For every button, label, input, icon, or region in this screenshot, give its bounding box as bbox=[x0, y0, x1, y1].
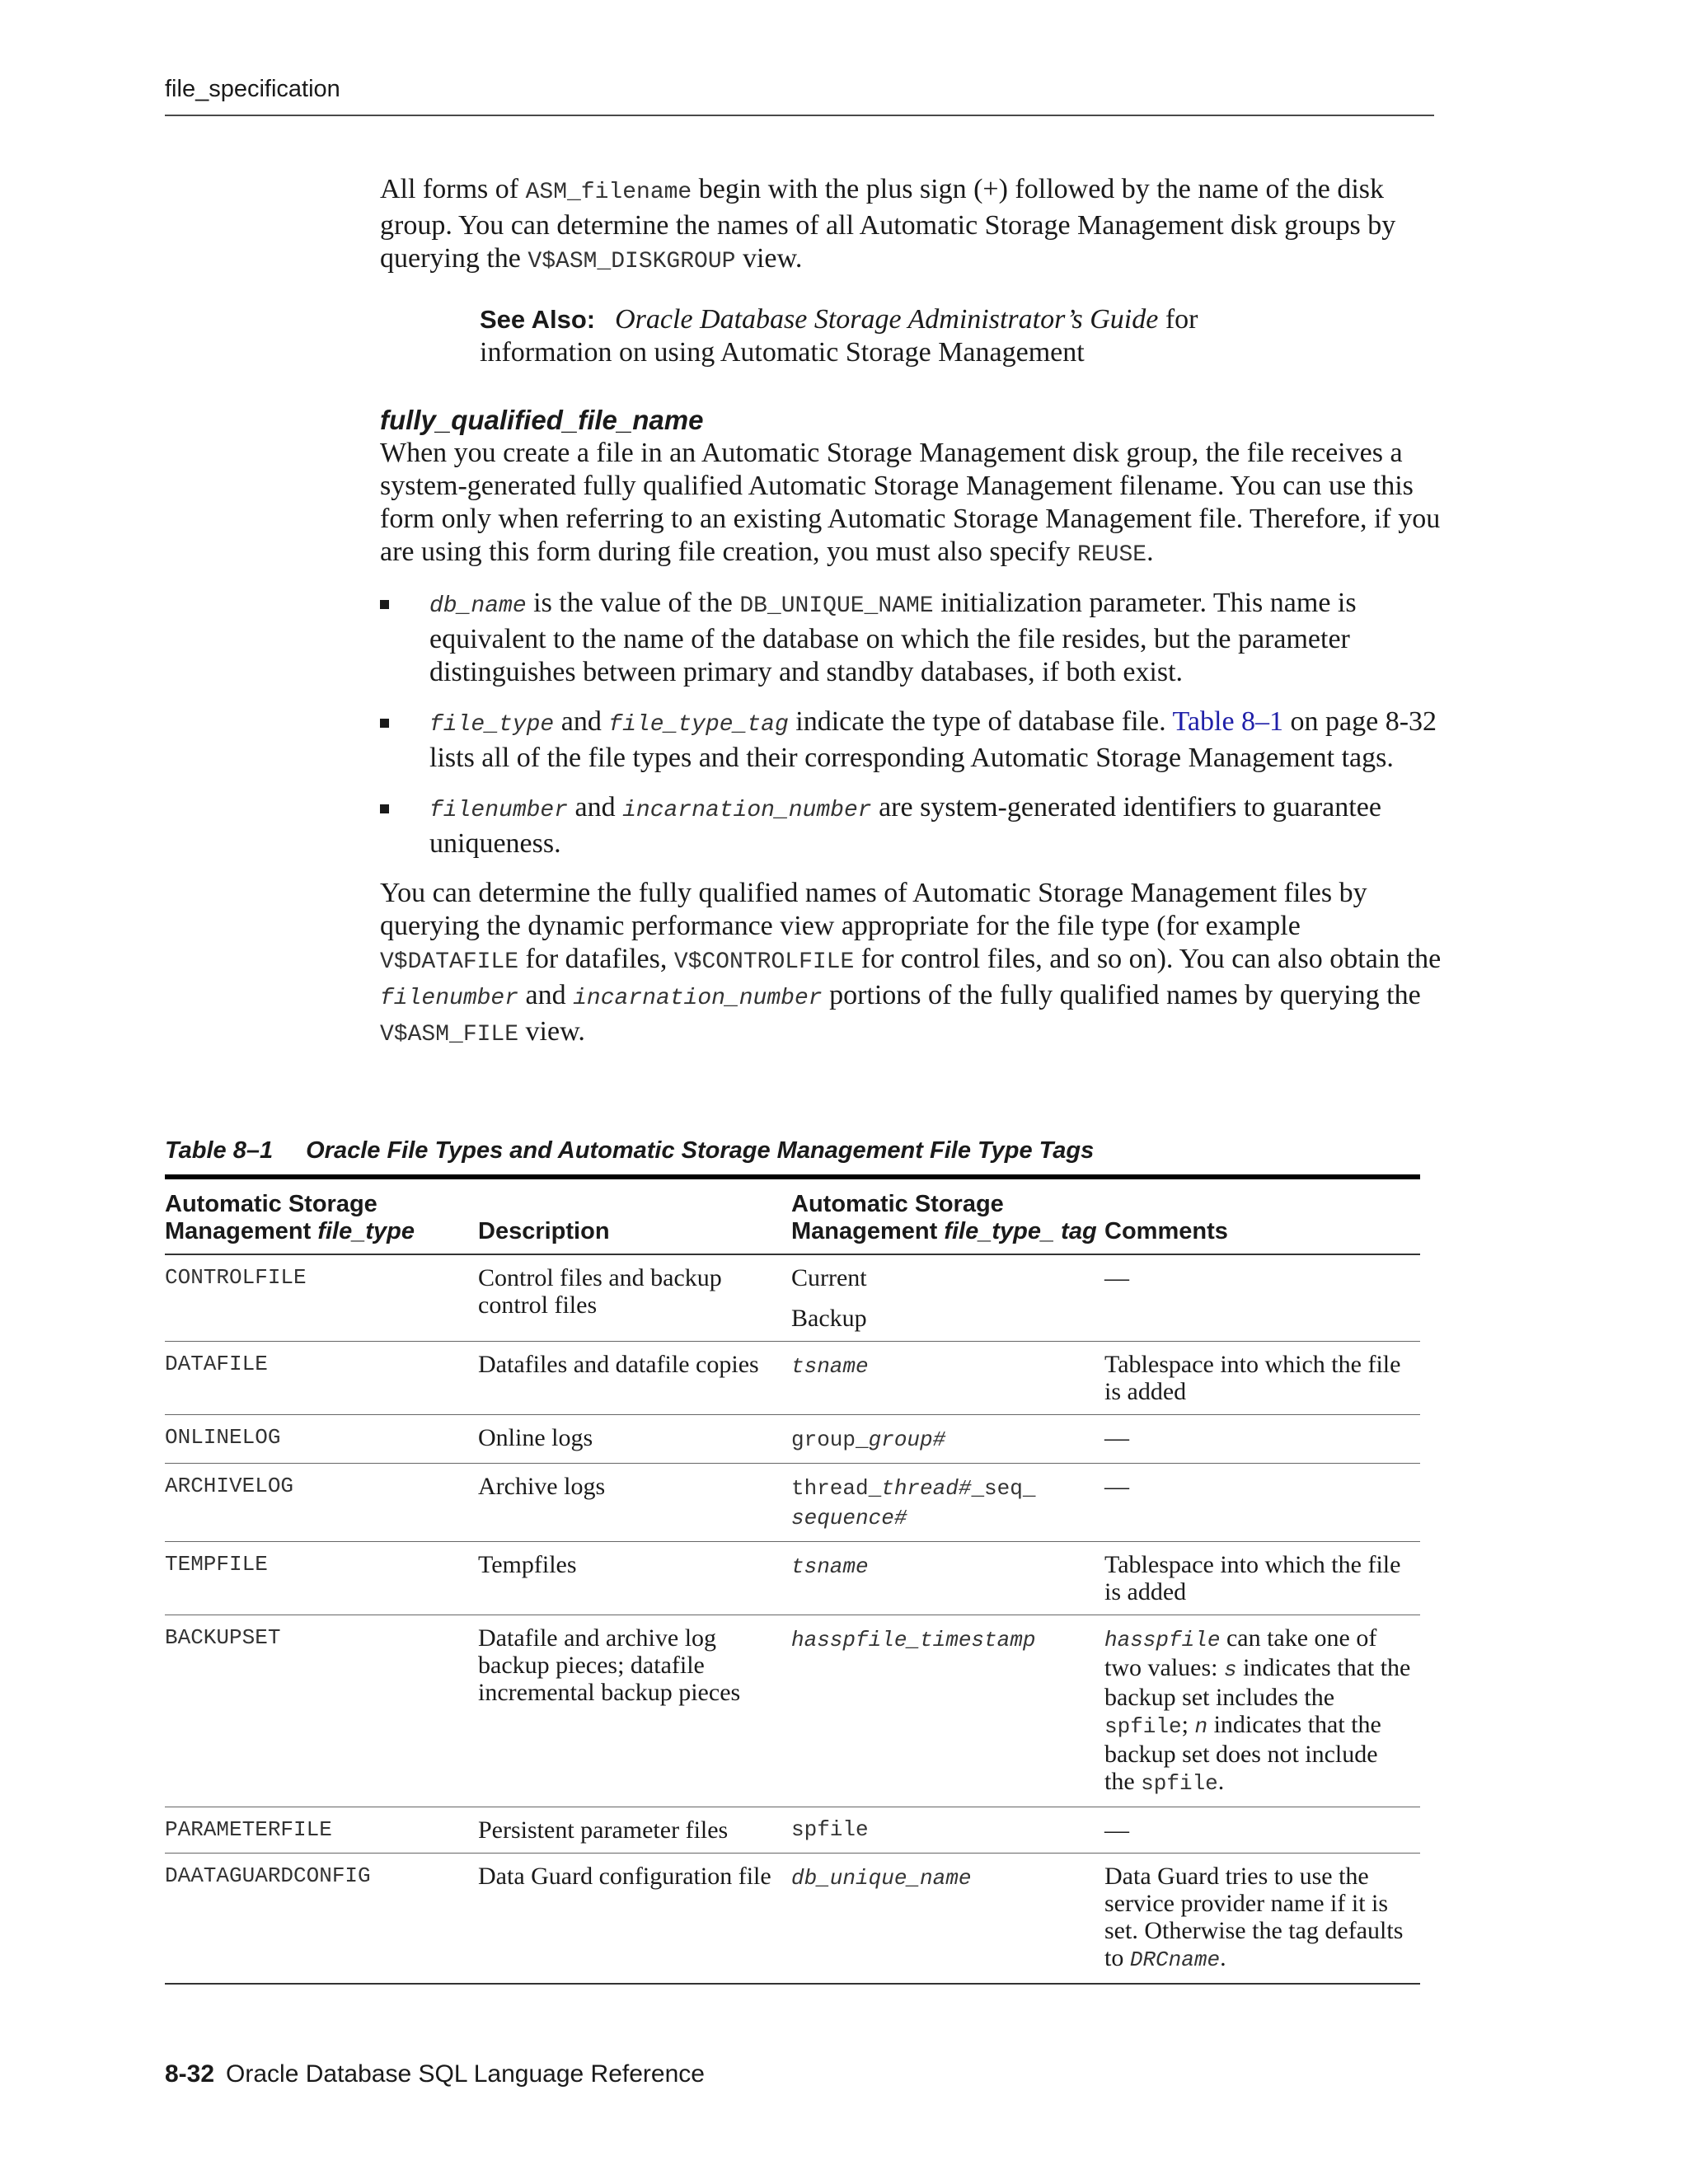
table-title: Oracle File Types and Automatic Storage Management File Type Tags bbox=[306, 1137, 1095, 1164]
cell-comment: Tablespace into which the file is added bbox=[1104, 1542, 1420, 1615]
text: . bbox=[1220, 1944, 1226, 1971]
column-header-tag bbox=[791, 1177, 1104, 1254]
cell-comment bbox=[1104, 1854, 1420, 1985]
bullet-square-icon bbox=[380, 804, 389, 813]
column-header-comments: Comments bbox=[1104, 1177, 1420, 1254]
text: All forms of bbox=[380, 174, 526, 204]
text: spfile bbox=[1104, 1714, 1182, 1739]
table-row bbox=[165, 1342, 1420, 1415]
table-row bbox=[165, 1415, 1420, 1464]
table-row bbox=[165, 1854, 1420, 1985]
text: You can determine the fully qualified names of Automatic Storage Management files by querying the dynamic performance view appropriate for the file type (for example bbox=[380, 878, 1367, 941]
text: s bbox=[1223, 1657, 1237, 1682]
text: for control files, and so on). You can also obtain the bbox=[854, 944, 1442, 974]
see-also-book-title: Oracle Database Storage Administrator’s Guide bbox=[615, 304, 1159, 335]
body-column bbox=[380, 173, 1443, 1052]
code: V$ASM_FILE bbox=[380, 1022, 519, 1047]
cell-comment: — bbox=[1104, 1254, 1420, 1342]
text: file_type_ tag bbox=[944, 1218, 1097, 1244]
text: indicates that the backup set includes the bbox=[1104, 1654, 1411, 1711]
see-also-note bbox=[480, 303, 1443, 369]
column-header-description: Description bbox=[478, 1177, 791, 1254]
list-item bbox=[380, 705, 1443, 775]
table-row bbox=[165, 1807, 1420, 1854]
table-number: Table 8–1 bbox=[165, 1137, 274, 1164]
table-header-row bbox=[165, 1177, 1420, 1254]
cell-tag bbox=[791, 1615, 1104, 1807]
cell-tag: spfile bbox=[791, 1807, 1104, 1854]
text: DRCname bbox=[1129, 1947, 1221, 1972]
code: filenumber bbox=[380, 986, 519, 1011]
table-row bbox=[165, 1464, 1420, 1542]
section-paragraph-2 bbox=[380, 877, 1443, 1052]
text: Backup bbox=[791, 1305, 867, 1332]
cell-description: Data Guard configuration file bbox=[478, 1854, 791, 1985]
text: tsname bbox=[791, 1554, 869, 1579]
text: group# bbox=[868, 1427, 946, 1452]
text: begin with the plus sign (+) followed by the name of the disk group. You can determine the names of all Automatic Storage Management disk groups by querying the bbox=[380, 174, 1396, 274]
code-asm-diskgroup: V$ASM_DISKGROUP bbox=[528, 249, 736, 274]
cell-tag bbox=[791, 1415, 1104, 1464]
text: indicate the type of database file. bbox=[788, 706, 1173, 737]
running-head: file_specification bbox=[165, 76, 340, 102]
table-caption bbox=[165, 1137, 1094, 1165]
intro-paragraph bbox=[380, 173, 1443, 279]
text: and bbox=[568, 792, 623, 823]
cell-comment: — bbox=[1104, 1415, 1420, 1464]
cell-description: Tempfiles bbox=[478, 1542, 791, 1615]
code: V$DATAFILE bbox=[380, 949, 519, 975]
text: and bbox=[554, 706, 609, 737]
cell-tag bbox=[791, 1342, 1104, 1415]
page-footer bbox=[165, 2060, 705, 2088]
table-row bbox=[165, 1615, 1420, 1807]
text: are system-generated identifiers to guarantee uniqueness. bbox=[429, 792, 1381, 859]
cell-description: Datafiles and datafile copies bbox=[478, 1342, 791, 1415]
text: thread# bbox=[881, 1476, 972, 1501]
bullet-square-icon bbox=[380, 600, 389, 609]
header-rule bbox=[165, 115, 1434, 116]
cell-file-type: ARCHIVELOG bbox=[165, 1464, 478, 1542]
text: . bbox=[1146, 537, 1154, 567]
cell-tag bbox=[791, 1854, 1104, 1985]
code: incarnation_number bbox=[573, 986, 823, 1011]
text: When you create a file in an Automatic Storage Management disk group, the file receives a system-generated fully qualified Automatic Storage Management filename. You can use this form only when referring to an existing Automatic Storage Management file. Therefore, if you are using this form during file creation, you must also specify bbox=[380, 438, 1441, 567]
text: file_type bbox=[317, 1218, 415, 1244]
text: sequence# bbox=[791, 1506, 907, 1530]
table-link[interactable]: Table 8–1 bbox=[1172, 706, 1284, 737]
text: hasspfile_timestamp bbox=[791, 1628, 1036, 1652]
cell-description: Archive logs bbox=[478, 1464, 791, 1542]
code-filenumber: filenumber bbox=[429, 798, 569, 823]
text: for bbox=[1158, 304, 1198, 335]
text: ; bbox=[1181, 1711, 1195, 1738]
text: Data Guard tries to use the service provider name if it is set. Otherwise the tag defaults to bbox=[1104, 1863, 1404, 1971]
cell-comment: Tablespace into which the file is added bbox=[1104, 1342, 1420, 1415]
cell-file-type: CONTROLFILE bbox=[165, 1254, 478, 1342]
cell-comment: — bbox=[1104, 1807, 1420, 1854]
code-incarnation-number: incarnation_number bbox=[622, 798, 872, 823]
text: hasspfile bbox=[1104, 1628, 1221, 1652]
text: tsname bbox=[791, 1354, 869, 1379]
text: thread_ bbox=[791, 1476, 882, 1501]
text: . bbox=[1217, 1768, 1225, 1795]
book-title: Oracle Database SQL Language Reference bbox=[226, 2060, 705, 2088]
text: portions of the fully qualified names by querying the bbox=[822, 980, 1421, 1010]
text: on page 8-32 lists all of the file types and their corresponding Automatic Storage Management tags. bbox=[429, 706, 1437, 773]
cell-tag bbox=[791, 1254, 1104, 1342]
page-number: 8-32 bbox=[165, 2060, 215, 2088]
cell-file-type: ONLINELOG bbox=[165, 1415, 478, 1464]
text: Current bbox=[791, 1264, 867, 1291]
text: Automatic Storage Management bbox=[791, 1191, 1004, 1244]
cell-file-type: DAATAGUARDCONFIG bbox=[165, 1854, 478, 1985]
list-item bbox=[380, 587, 1443, 689]
text: view. bbox=[518, 1016, 585, 1047]
cell-file-type: BACKUPSET bbox=[165, 1615, 478, 1807]
bullet-list bbox=[380, 587, 1443, 860]
cell-description: Online logs bbox=[478, 1415, 791, 1464]
text: and bbox=[518, 980, 574, 1010]
code-db-name: db_name bbox=[429, 593, 527, 619]
cell-file-type: TEMPFILE bbox=[165, 1542, 478, 1615]
text: spfile bbox=[1141, 1771, 1218, 1796]
cell-tag bbox=[791, 1542, 1104, 1615]
text: indicates that the backup set does not include the bbox=[1104, 1711, 1381, 1795]
text: db_unique_name bbox=[791, 1866, 972, 1891]
see-also-text: information on using Automatic Storage Management bbox=[480, 337, 1085, 368]
column-header-file-type bbox=[165, 1177, 478, 1254]
code-reuse: REUSE bbox=[1077, 542, 1147, 568]
cell-file-type: PARAMETERFILE bbox=[165, 1807, 478, 1854]
cell-comment: — bbox=[1104, 1464, 1420, 1542]
cell-description: Persistent parameter files bbox=[478, 1807, 791, 1854]
text: Automatic Storage Management bbox=[165, 1191, 377, 1244]
see-also-label: See Also: bbox=[480, 305, 596, 334]
cell-tag bbox=[791, 1464, 1104, 1542]
text: view. bbox=[735, 243, 803, 274]
file-types-table bbox=[165, 1174, 1420, 1985]
code-db-unique-name: DB_UNIQUE_NAME bbox=[739, 593, 934, 619]
code-file-type-tag: file_type_tag bbox=[608, 712, 789, 738]
table-row bbox=[165, 1542, 1420, 1615]
list-item bbox=[380, 791, 1443, 860]
bullet-square-icon bbox=[380, 719, 389, 728]
text: for datafiles, bbox=[518, 944, 674, 974]
text: can take one of two values: bbox=[1104, 1624, 1377, 1681]
text: initialization parameter. This name is equivalent to the name of the database on which the file resides, but the parameter distinguishes between primary and standby databases, if both exist. bbox=[429, 588, 1357, 687]
cell-description: Datafile and archive log backup pieces; datafile incremental backup pieces bbox=[478, 1615, 791, 1807]
cell-description: Control files and backup control files bbox=[478, 1254, 791, 1342]
text: _seq_ bbox=[971, 1476, 1036, 1501]
section-heading: fully_qualified_file_name bbox=[380, 405, 704, 435]
text: n bbox=[1194, 1714, 1208, 1739]
text: is the value of the bbox=[526, 588, 740, 618]
section-paragraph bbox=[380, 437, 1443, 572]
code-asm-filename: ASM_filename bbox=[525, 180, 692, 205]
code-file-type: file_type bbox=[429, 712, 555, 738]
text: group_ bbox=[791, 1427, 869, 1452]
table-row bbox=[165, 1254, 1420, 1342]
cell-file-type: DATAFILE bbox=[165, 1342, 478, 1415]
code: V$CONTROLFILE bbox=[673, 949, 855, 975]
cell-comment bbox=[1104, 1615, 1420, 1807]
